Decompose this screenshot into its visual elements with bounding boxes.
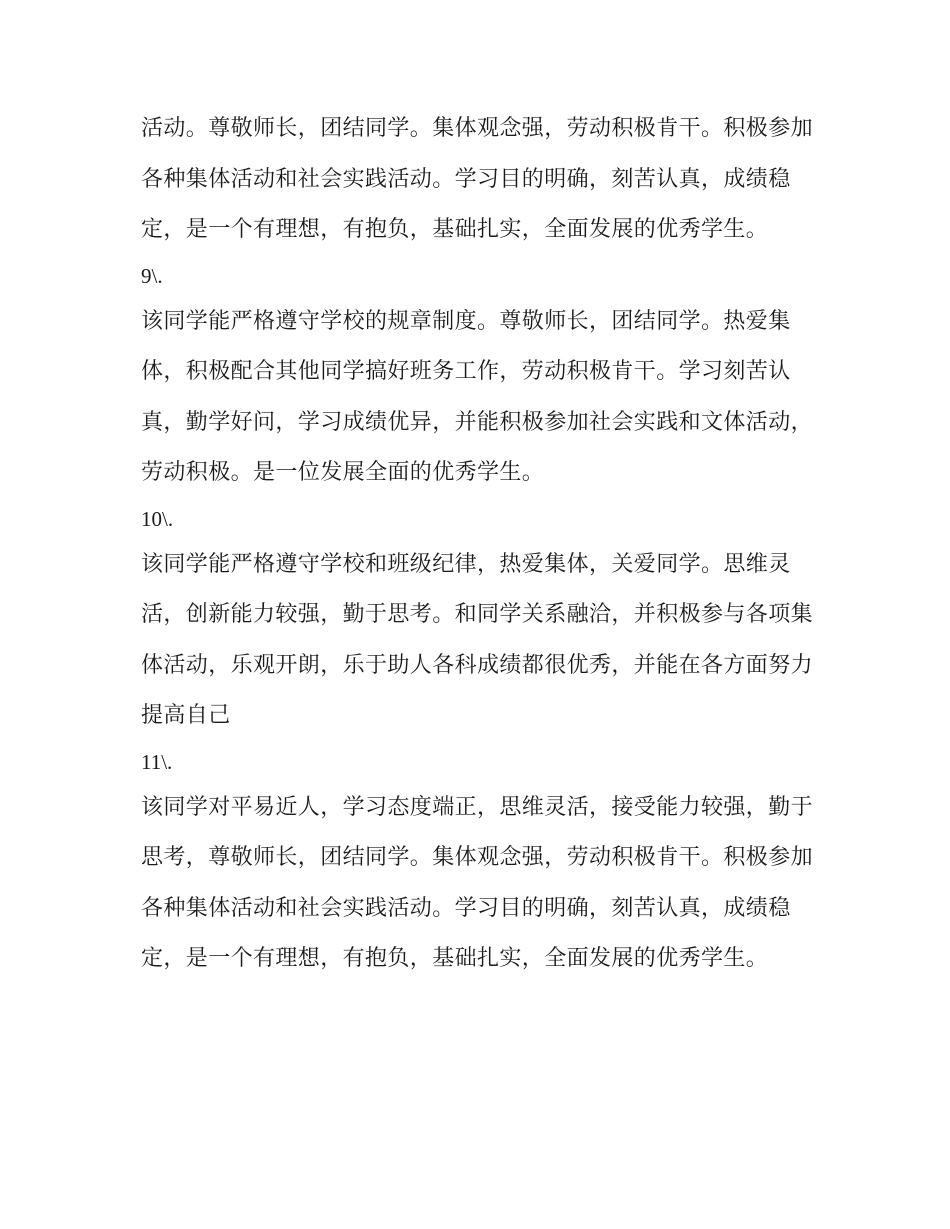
paragraph-10: 该同学能严格遵守学校和班级纪律，热爱集体，关爱同学。思维灵活，创新能力较强，勤于思考。和同学关系融洽，并积极参与各项集体活动，乐观开朗，乐于助人各科成绩都很优秀，并能在各方面努力提高自己 <box>141 551 814 728</box>
item-number-10: 10\. <box>141 506 174 531</box>
paragraph-9: 该同学能严格遵守学校的规章制度。尊敬师长，团结同学。热爱集体，积极配合其他同学搞好班务工作，劳动积极肯干。学习刻苦认真，勤学好问，学习成绩优异，并能积极参加社会实践和文体活动，劳动积极。是一位发展全面的优秀学生。 <box>141 308 814 485</box>
item-number-9: 9\. <box>141 263 163 288</box>
item-number-11: 11\. <box>141 749 173 774</box>
document-page <box>141 104 813 985</box>
paragraph-8-continued: 活动。尊敬师长，团结同学。集体观念强，劳动积极肯干。积极参加各种集体活动和社会实践活动。学习目的明确，刻苦认真，成绩稳定，是一个有理想，有抱负，基础扎实，全面发展的优秀学生。 <box>141 116 814 242</box>
paragraph-11: 该同学对平易近人，学习态度端正，思维灵活，接受能力较强，勤于思考，尊敬师长，团结同学。集体观念强，劳动积极肯干。积极参加各种集体活动和社会实践活动。学习目的明确，刻苦认真，成绩稳定，是一个有理想，有抱负，基础扎实，全面发展的优秀学生。 <box>141 794 814 971</box>
